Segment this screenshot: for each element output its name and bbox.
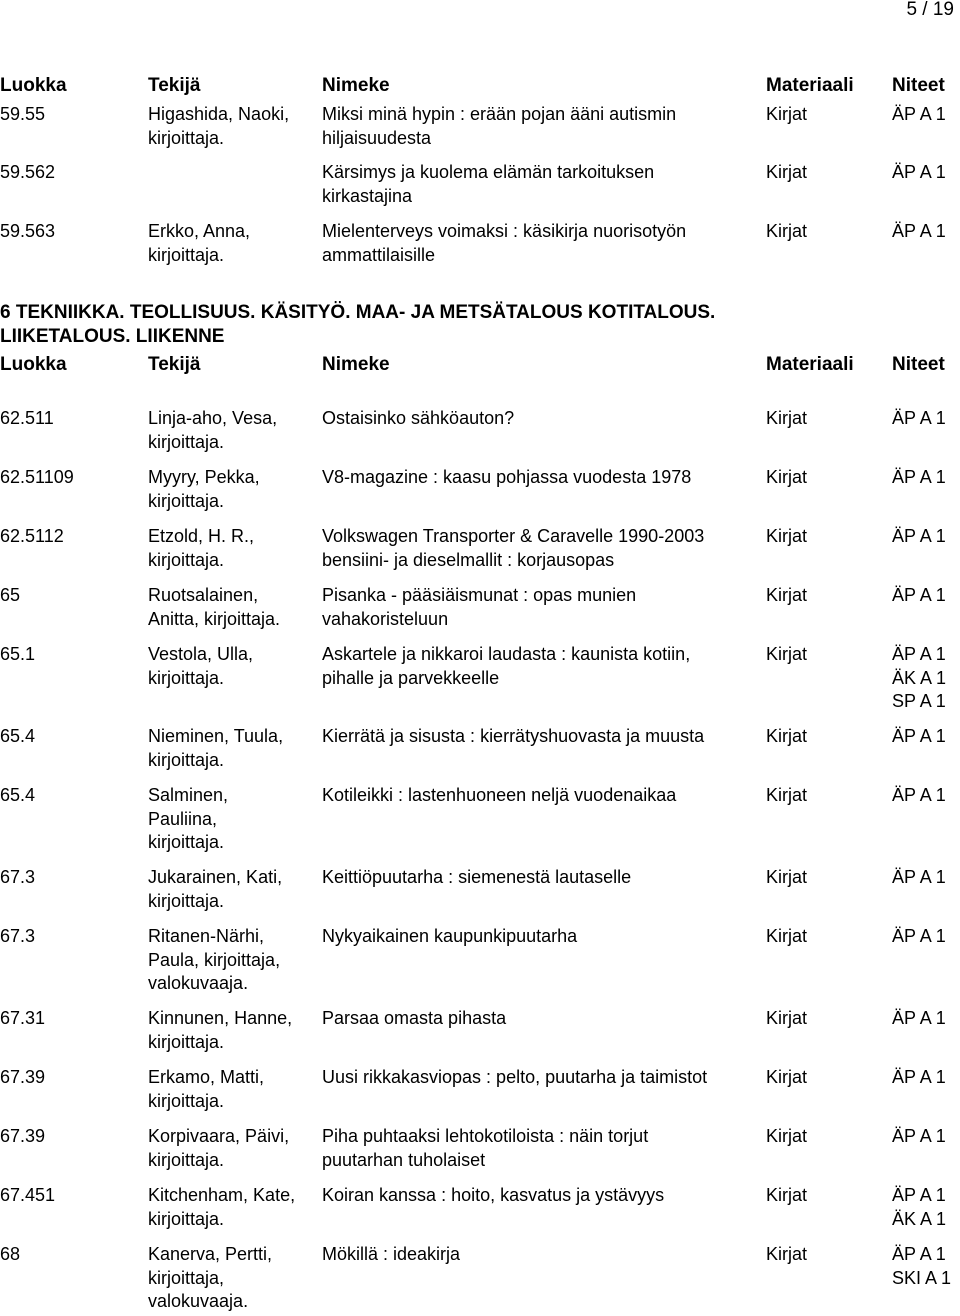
author-line: Kitchenham, Kate, (148, 1185, 296, 1205)
author-line: Salminen, (148, 785, 229, 805)
class-code: 59.55 (0, 104, 46, 124)
author (148, 584, 318, 631)
title-line: hiljaisuudesta (322, 127, 432, 148)
title-line: Parsaa omasta pihasta (322, 1008, 507, 1028)
title-line: V8-magazine : kaasu pohjassa vuodesta 1978 (322, 467, 692, 487)
material: Kirjat (766, 1244, 808, 1264)
column-header-niteet: Niteet (892, 75, 945, 96)
author-line: Jukarainen, Kati, (148, 867, 283, 887)
title (322, 466, 764, 490)
author-line: kirjoittaja. (148, 549, 225, 570)
author-line: Anitta, kirjoittaja. (148, 608, 281, 629)
column-header-niteet: Niteet (892, 354, 945, 375)
copies (892, 784, 960, 808)
class-code: 67.3 (0, 867, 36, 887)
title (322, 584, 764, 631)
title (322, 161, 764, 208)
material: Kirjat (766, 526, 808, 546)
table-header (0, 353, 960, 377)
copies-line: ÄK A 1 (892, 667, 947, 688)
title-line: kirkastajina (322, 185, 413, 206)
title (322, 725, 764, 749)
copies-line: SP A 1 (892, 691, 946, 711)
copies (892, 1243, 960, 1290)
copies (892, 643, 960, 714)
author (148, 866, 318, 913)
title (322, 643, 764, 690)
title-line: Mielenterveys voimaksi : käsikirja nuorisotyön (322, 221, 687, 241)
copies-line: ÄP A 1 (892, 526, 946, 546)
author (148, 1007, 318, 1054)
title-line: Pisanka - pääsiäismunat : opas munien (322, 585, 637, 605)
class-code: 65 (0, 585, 21, 605)
author-line: valokuvaaja. (148, 973, 249, 993)
title (322, 1125, 764, 1172)
class-code: 67.39 (0, 1067, 46, 1087)
title-line: Askartele ja nikkaroi laudasta : kaunista kotiin, (322, 644, 691, 664)
copies-line: ÄP A 1 (892, 1067, 946, 1087)
column-header-tekija: Tekijä (148, 75, 201, 96)
class-code: 65.4 (0, 726, 36, 746)
material: Kirjat (766, 785, 808, 805)
author-line: Etzold, H. R., (148, 526, 255, 546)
author (148, 1243, 318, 1314)
material: Kirjat (766, 162, 808, 182)
copies (892, 1184, 960, 1231)
material: Kirjat (766, 926, 808, 946)
author (148, 725, 318, 772)
material: Kirjat (766, 644, 808, 664)
author-line: Nieminen, Tuula, (148, 726, 284, 746)
column-header-nimeke: Nimeke (322, 75, 390, 96)
copies-line: ÄK A 1 (892, 1208, 947, 1229)
copies (892, 161, 960, 185)
title-line: Keittiöpuutarha : siemenestä lautaselle (322, 867, 632, 887)
copies-line: ÄP A 1 (892, 644, 946, 664)
title (322, 1243, 764, 1267)
author (148, 525, 318, 572)
author-line: Pauliina, (148, 808, 218, 829)
class-code: 59.562 (0, 162, 56, 182)
material: Kirjat (766, 221, 808, 241)
author-line: Myyry, Pekka, (148, 467, 260, 487)
author-line: kirjoittaja. (148, 1149, 225, 1170)
class-code: 62.51109 (0, 467, 74, 487)
material: Kirjat (766, 1067, 808, 1087)
title-line: Kierrätä ja sisusta : kierrätyshuovasta ja muusta (322, 726, 705, 746)
column-header-luokka: Luokka (0, 354, 67, 375)
material: Kirjat (766, 867, 808, 887)
copies (892, 525, 960, 549)
class-code: 65.4 (0, 785, 36, 805)
author-line: Higashida, Naoki, (148, 104, 290, 124)
material: Kirjat (766, 408, 808, 428)
author (148, 407, 318, 454)
class-code: 67.39 (0, 1126, 46, 1146)
title (322, 525, 764, 572)
title (322, 784, 764, 808)
title (322, 866, 764, 890)
author-line: Linja-aho, Vesa, (148, 408, 278, 428)
copies-line: ÄP A 1 (892, 221, 946, 241)
title (322, 1184, 764, 1208)
copies (892, 466, 960, 490)
title-line: Ostaisinko sähköauton? (322, 408, 515, 428)
title-line: Nykyaikainen kaupunkipuutarha (322, 926, 578, 946)
material: Kirjat (766, 1126, 808, 1146)
author-line: kirjoittaja. (148, 1031, 225, 1052)
copies-line: ÄP A 1 (892, 1185, 946, 1205)
author-line: kirjoittaja. (148, 490, 225, 511)
title (322, 103, 764, 150)
title (322, 1007, 764, 1031)
column-header-luokka: Luokka (0, 75, 67, 96)
class-code: 68 (0, 1244, 21, 1264)
author-line: valokuvaaja. (148, 1291, 249, 1311)
author-line: kirjoittaja. (148, 832, 225, 852)
copies-line: ÄP A 1 (892, 1244, 946, 1264)
class-code: 59.563 (0, 221, 56, 241)
copies-line: ÄP A 1 (892, 785, 946, 805)
column-header-materiaali: Materiaali (766, 354, 854, 375)
column-header-nimeke: Nimeke (322, 354, 390, 375)
author (148, 1184, 318, 1231)
copies-line: ÄP A 1 (892, 585, 946, 605)
copies-line: ÄP A 1 (892, 162, 946, 182)
copies-line: ÄP A 1 (892, 1126, 946, 1146)
title-line: pihalle ja parvekkeelle (322, 667, 500, 688)
class-code: 62.5112 (0, 526, 64, 546)
copies (892, 584, 960, 608)
copies (892, 103, 960, 127)
title (322, 220, 764, 267)
author (148, 643, 318, 690)
material: Kirjat (766, 1008, 808, 1028)
author (148, 1125, 318, 1172)
author (148, 925, 318, 996)
title-line: bensiini- ja dieselmallit : korjausopas (322, 549, 615, 570)
copies (892, 1007, 960, 1031)
copies-line: SKI A 1 (892, 1267, 952, 1288)
material: Kirjat (766, 104, 808, 124)
title-line: puutarhan tuholaiset (322, 1149, 486, 1170)
material: Kirjat (766, 467, 808, 487)
copies-line: ÄP A 1 (892, 1008, 946, 1028)
copies (892, 407, 960, 431)
author-line: kirjoittaja. (148, 890, 225, 911)
title-line: Kotileikki : lastenhuoneen neljä vuodenaikaa (322, 785, 677, 805)
copies-line: ÄP A 1 (892, 104, 946, 124)
author-line: kirjoittaja. (148, 749, 225, 770)
copies-line: ÄP A 1 (892, 467, 946, 487)
author-line: Vestola, Ulla, (148, 644, 254, 664)
title-line: ammattilaisille (322, 244, 436, 265)
title-line: Miksi minä hypin : erään pojan ääni autismin (322, 104, 677, 124)
copies-line: ÄP A 1 (892, 867, 946, 887)
author-line: Korpivaara, Päivi, (148, 1126, 290, 1146)
title-line: vahakoristeluun (322, 608, 449, 629)
author-line: Ritanen-Närhi, (148, 926, 265, 946)
copies (892, 725, 960, 749)
copies (892, 1066, 960, 1090)
author (148, 466, 318, 513)
copies-line: ÄP A 1 (892, 408, 946, 428)
author-line: Kinnunen, Hanne, (148, 1008, 293, 1028)
title-line: Koiran kanssa : hoito, kasvatus ja ystävyys (322, 1185, 665, 1205)
author (148, 784, 318, 855)
title-line: Uusi rikkakasviopas : pelto, puutarha ja taimistot (322, 1067, 708, 1087)
column-header-materiaali: Materiaali (766, 75, 854, 96)
title (322, 407, 764, 431)
copies (892, 866, 960, 890)
copies (892, 1125, 960, 1149)
author-line: kirjoittaja. (148, 667, 225, 688)
section-heading: 6 TEKNIIKKA. TEOLLISUUS. KÄSITYÖ. MAA- JA METSÄTALOUS KOTITALOUS. LIIKETALOUS. LIIKENNE (0, 302, 716, 347)
author-line: kirjoittaja. (148, 1090, 225, 1111)
class-code: 67.451 (0, 1185, 56, 1205)
copies (892, 925, 960, 949)
class-code: 62.511 (0, 408, 54, 428)
author-line: Kanerva, Pertti, (148, 1244, 273, 1264)
title (322, 925, 764, 949)
material: Kirjat (766, 585, 808, 605)
title (322, 1066, 764, 1090)
class-code: 67.3 (0, 926, 36, 946)
author-line: Erkko, Anna, (148, 221, 251, 241)
author (148, 220, 318, 267)
author-line: kirjoittaja. (148, 244, 225, 265)
page-number: 5 / 19 (906, 0, 954, 20)
class-code: 65.1 (0, 644, 36, 664)
author (148, 1066, 318, 1113)
author-line: Ruotsalainen, (148, 585, 259, 605)
copies-line: ÄP A 1 (892, 726, 946, 746)
class-code: 67.31 (0, 1008, 46, 1028)
author (148, 103, 318, 150)
author-line: Paula, kirjoittaja, (148, 949, 281, 970)
column-header-tekija: Tekijä (148, 354, 201, 375)
author-line: kirjoittaja. (148, 431, 225, 452)
author-line: kirjoittaja. (148, 127, 225, 148)
material: Kirjat (766, 726, 808, 746)
title-line: Volkswagen Transporter & Caravelle 1990-2003 (322, 526, 705, 546)
author-line: kirjoittaja, (148, 1267, 225, 1288)
author-line: Erkamo, Matti, (148, 1067, 265, 1087)
title-line: Mökillä : ideakirja (322, 1244, 461, 1264)
copies-line: ÄP A 1 (892, 926, 946, 946)
title-line: Piha puhtaaksi lehtokotiloista : näin torjut (322, 1126, 649, 1146)
copies (892, 220, 960, 244)
material: Kirjat (766, 1185, 808, 1205)
author-line: kirjoittaja. (148, 1208, 225, 1229)
table-header (0, 74, 960, 98)
title-line: Kärsimys ja kuolema elämän tarkoituksen (322, 162, 655, 182)
